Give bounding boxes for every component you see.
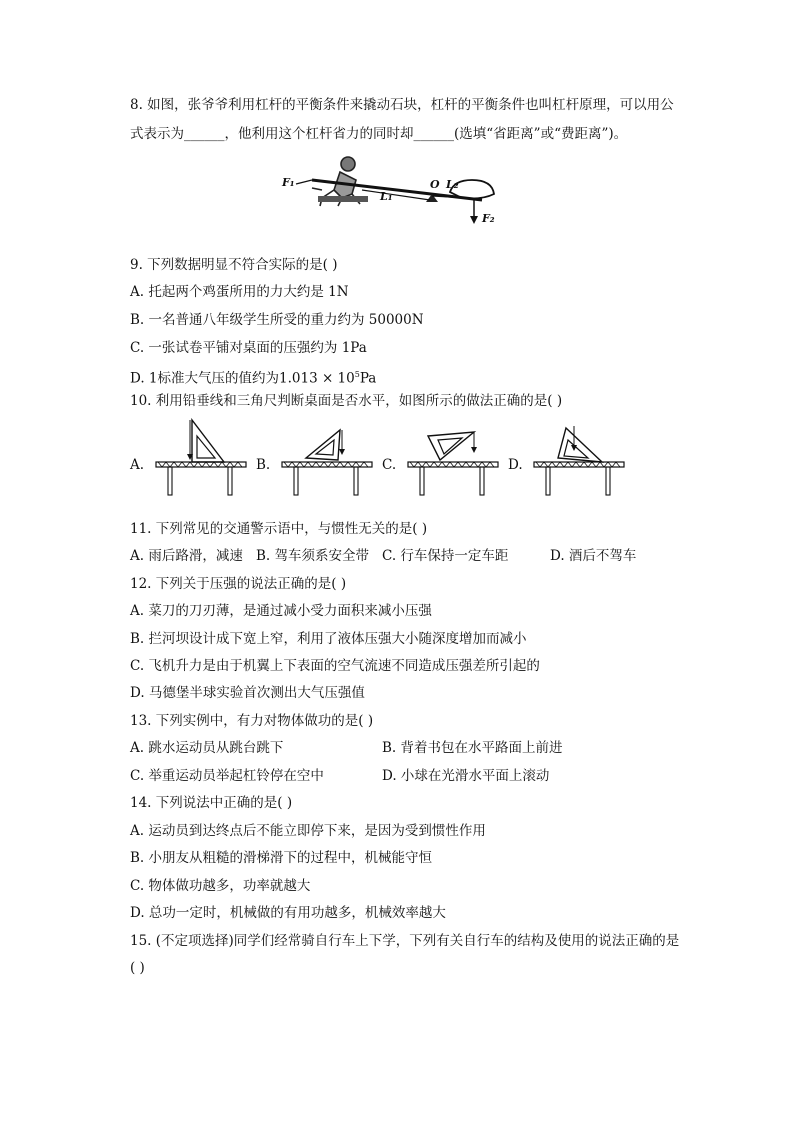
q10-label-d: D. xyxy=(508,457,523,473)
q8-line2: 式表示为______，他利用这个杠杆省力的同时却______(选填“省距离”或“费距离”)。 xyxy=(130,126,628,142)
q11-stem: 11. 下列常见的交通警示语中，与惯性无关的是( ) xyxy=(130,521,428,537)
q13-option-a: A. 跳水运动员从跳台跳下 xyxy=(130,740,284,756)
q11-option-b: B. 驾车须系安全带 xyxy=(256,548,370,564)
q13-option-c: C. 举重运动员举起杠铃停在空中 xyxy=(130,768,324,784)
q11-option-d: D. 酒后不驾车 xyxy=(550,548,637,564)
q10-figure-b xyxy=(278,418,378,500)
lever-figure xyxy=(282,150,512,230)
q13-option-b: B. 背着书包在水平路面上前进 xyxy=(382,740,563,756)
q15-line2: ( ) xyxy=(130,960,145,976)
q8-line1: 8. 如图，张爷爷利用杠杆的平衡条件来撬动石块，杠杆的平衡条件也叫杠杆原理，可以用公 xyxy=(130,97,674,113)
f1-arrow xyxy=(296,180,312,184)
q10-label-c: C. xyxy=(382,457,397,473)
q9-option-d-unit: Pa xyxy=(359,370,377,387)
q9-stem: 9. 下列数据明显不符合实际的是( ) xyxy=(130,257,338,273)
q14-option-a: A. 运动员到达终点后不能立即停下来，是因为受到惯性作用 xyxy=(130,823,486,839)
q15-line1: 15. (不定项选择)同学们经常骑自行车上下学，下列有关自行车的结构及使用的说法正确的是 xyxy=(130,933,680,949)
q12-stem: 12. 下列关于压强的说法正确的是( ) xyxy=(130,576,347,592)
q14-option-c: C. 物体做功越多，功率就越大 xyxy=(130,878,311,894)
q13-stem: 13. 下列实例中，有力对物体做功的是( ) xyxy=(130,713,374,729)
q14-option-b: B. 小朋友从粗糙的滑梯滑下的过程中，机械能守恒 xyxy=(130,850,433,866)
q9-option-d xyxy=(130,366,376,388)
o-label: O xyxy=(430,178,440,191)
q14-option-d: D. 总功一定时，机械做的有用功越多，机械效率越大 xyxy=(130,905,446,921)
q9-option-a: A. 托起两个鸡蛋所用的力大约是 1N xyxy=(130,284,349,300)
q12-option-b: B. 拦河坝设计成下宽上窄，利用了液体压强大小随深度增加而减小 xyxy=(130,631,527,647)
q11-option-c: C. 行车保持一定车距 xyxy=(382,548,509,564)
q10-figure-d xyxy=(530,418,630,500)
q12-option-a: A. 菜刀的刀刃薄，是通过减小受力面积来减小压强 xyxy=(130,603,432,619)
q13-option-d: D. 小球在光滑水平面上滚动 xyxy=(382,768,550,784)
q10-figure-a xyxy=(152,418,252,500)
f2-label: F₂ xyxy=(482,212,495,225)
q10-figure-c xyxy=(404,418,504,500)
q10-label-b: B. xyxy=(256,457,271,473)
q9-option-d-exponent: 5 xyxy=(354,370,360,379)
q11-option-a: A. 雨后路滑，减速 xyxy=(130,548,243,564)
q12-option-c: C. 飞机升力是由于机翼上下表面的空气流速不同造成压强差所引起的 xyxy=(130,658,540,674)
l2-label: L₂ xyxy=(446,178,459,191)
q10-stem: 10. 利用铅垂线和三角尺判断桌面是否水平，如图所示的做法正确的是( ) xyxy=(130,393,563,409)
q12-option-d: D. 马德堡半球实验首次测出大气压强值 xyxy=(130,685,365,701)
q9-option-b: B. 一名普通八年级学生所受的重力约为 50000N xyxy=(130,312,424,328)
f1-label: F₁ xyxy=(282,176,295,189)
q9-option-c: C. 一张试卷平铺对桌面的压强约为 1Pa xyxy=(130,340,367,356)
l1-label: L₁ xyxy=(380,190,393,203)
q14-stem: 14. 下列说法中正确的是( ) xyxy=(130,795,293,811)
q9-option-d-text: D. 1标准大气压的值约为1.013 × 10 xyxy=(130,370,355,387)
q10-label-a: A. xyxy=(130,457,145,473)
